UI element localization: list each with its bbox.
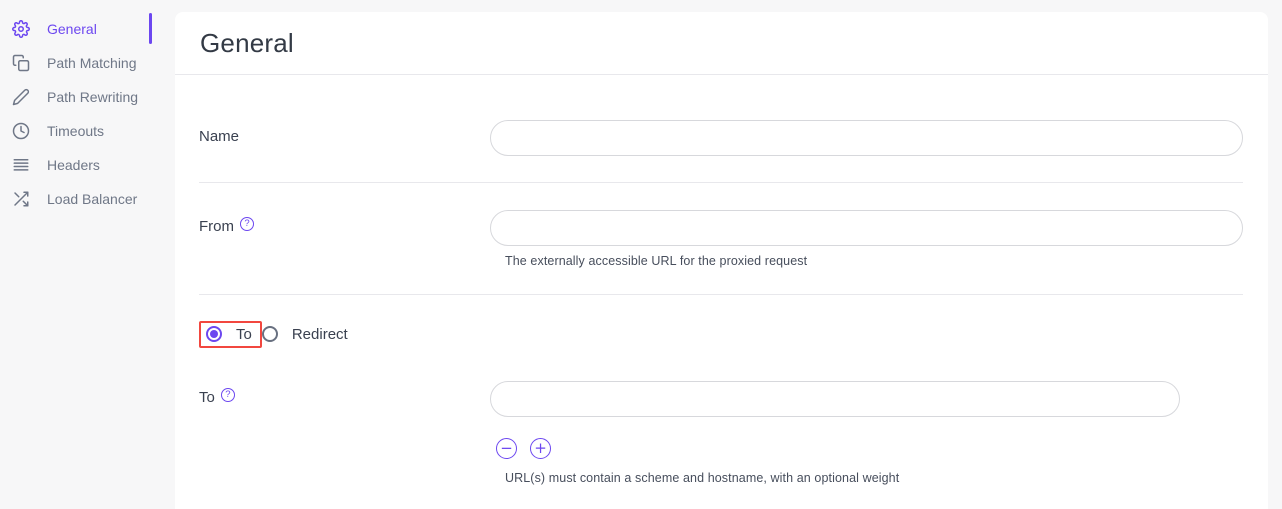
from-field-row	[175, 210, 1268, 268]
to-input[interactable]	[490, 381, 1180, 417]
sidebar-item-label: Load Balancer	[47, 191, 138, 207]
to-label-col	[199, 381, 490, 485]
redirect-radio-button[interactable]	[262, 326, 278, 342]
pencil-icon	[12, 88, 30, 106]
to-radio-option[interactable]	[206, 326, 252, 343]
settings-sidebar	[0, 12, 175, 216]
sidebar-item-timeouts[interactable]	[0, 114, 175, 148]
row-divider	[199, 294, 1243, 295]
rows-icon	[12, 156, 30, 174]
clock-icon	[12, 122, 30, 140]
mode-radio-group	[199, 320, 1268, 348]
name-label-col	[199, 120, 490, 156]
to-radio-label: To	[236, 325, 252, 343]
sidebar-active-indicator	[149, 13, 152, 44]
row-divider	[199, 182, 1243, 183]
sidebar-item-label: Timeouts	[47, 123, 105, 139]
redirect-radio-option[interactable]	[262, 326, 348, 343]
gear-icon	[12, 20, 30, 38]
remove-url-button[interactable]: −	[496, 438, 517, 459]
sidebar-item-label: Path Rewriting	[47, 89, 139, 105]
name-input[interactable]	[490, 120, 1243, 156]
to-helper-text: URL(s) must contain a scheme and hostname, with an optional weight	[505, 471, 900, 485]
sidebar-item-label: General	[47, 21, 97, 37]
to-help-icon[interactable]: ?	[221, 388, 235, 402]
add-url-button[interactable]: +	[530, 438, 551, 459]
sidebar-item-load-balancer[interactable]	[0, 182, 175, 216]
to-label: To	[199, 389, 215, 406]
from-label-col	[199, 210, 490, 268]
from-help-icon[interactable]: ?	[240, 217, 254, 231]
sidebar-item-label: Headers	[47, 157, 100, 173]
card-header	[175, 12, 1268, 75]
name-field-row	[175, 120, 1268, 156]
sidebar-item-headers[interactable]	[0, 148, 175, 182]
sidebar-item-label: Path Matching	[47, 55, 137, 71]
from-input[interactable]	[490, 210, 1243, 246]
to-radio-highlight-box	[199, 321, 262, 348]
page-title: General	[200, 27, 294, 58]
to-list-controls	[490, 438, 1243, 459]
general-settings-card	[175, 12, 1268, 509]
from-label: From	[199, 218, 234, 235]
to-field-row	[175, 381, 1268, 485]
to-radio-button[interactable]	[206, 326, 222, 342]
sidebar-item-path-matching[interactable]	[0, 46, 175, 80]
shuffle-icon	[12, 190, 30, 208]
name-label: Name	[199, 128, 240, 145]
from-helper-text: The externally accessible URL for the proxied request	[505, 254, 808, 268]
copy-icon	[12, 54, 30, 72]
redirect-radio-label: Redirect	[291, 325, 348, 343]
sidebar-item-path-rewriting[interactable]	[0, 80, 175, 114]
